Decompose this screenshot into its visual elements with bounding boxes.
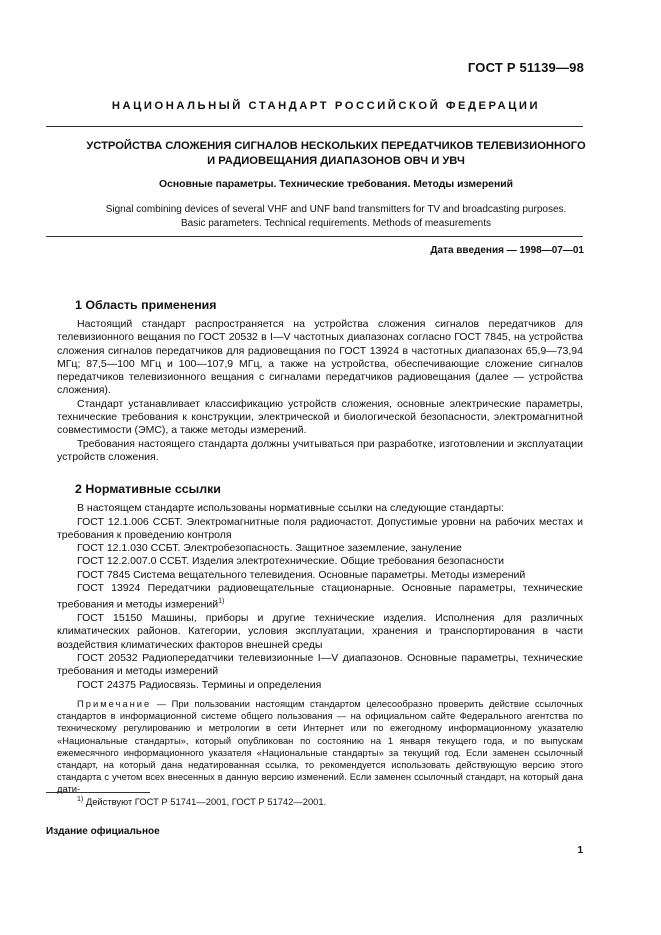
normative-reference: ГОСТ 12.1.030 ССБТ. Электробезопасность. Защитное заземление, зануление	[77, 542, 462, 555]
section-2-intro: В настоящем стандарте использованы нормативные ссылки на следующие стандарты:	[77, 502, 504, 515]
normative-reference: ГОСТ 12.1.006 ССБТ. Электромагнитные поля радиочастот. Допустимые уровни на рабочих местах и требования к проведению контроля	[57, 515, 583, 541]
document-subtitle-ru: Основные параметры. Технические требования. Методы измерений	[158, 179, 514, 190]
footnote-rule	[46, 792, 150, 793]
normative-reference: ГОСТ 12.2.007.0 ССБТ. Изделия электротехнические. Общие требования безопасности	[77, 555, 504, 568]
page-number: 1	[577, 845, 583, 856]
document-number: ГОСТ Р 51139—98	[467, 60, 584, 75]
title-ru-line-1: УСТРОЙСТВА СЛОЖЕНИЯ СИГНАЛОВ НЕСКОЛЬКИХ ПЕРЕДАТЧИКОВ ТЕЛЕВИЗИОННОГО	[86, 140, 586, 152]
section-1-paragraph: Стандарт устанавливает классификацию устройств сложения, основные электрические параметры, технические требования к конструкции, электрической и биологической безопасности, электромагнитной совместимости (ЭМС), а также методы измерений.	[57, 397, 583, 437]
section-1-heading: 1 Область применения	[75, 298, 217, 312]
edition-label: Издание официальное	[46, 826, 160, 837]
title-ru-line-2: И РАДИОВЕЩАНИЯ ДИАПАЗОНОВ ОВЧ И УВЧ	[207, 155, 465, 167]
main-content	[57, 298, 583, 796]
normative-reference: ГОСТ 13924 Передатчики радиовещательные стационарные. Основные параметры, технические требования и методы измерений$^{1)}$	[57, 582, 583, 611]
footnote: $^{1)}$ Действуют ГОСТ Р 51741—2001, ГОСТ Р 51742—2001.	[77, 796, 327, 808]
section-1-paragraph: Требования настоящего стандарта должны учитываться при разработке, изготовлении и эксплуатации устройств сложения.	[57, 437, 583, 463]
note-paragraph: Примечание — При пользовании настоящим стандартом целесообразно проверить действие ссылочных стандартов в информационной системе общего пользования — на официальном сайте Федерального агентства по техническому регулированию и метрологии в сети Интернет или по ежегодному информационному указателю «Национальные стандарты», который опубликован по состоянию на 1 января текущего года, и по выпускам ежемесячного информационного указателя «Национальные стандарты» за текущий год. Если заменен ссылочный стандарт, на который дана недатированная ссылка, то рекомендуется использовать действующую версию этого стандарта с учетом всех внесенных в данную версию изменений. Если заменен ссылочный стандарт, на который дана дати-	[57, 697, 583, 795]
introduction-date: Дата введения — 1998—07—01	[430, 245, 584, 256]
normative-reference: ГОСТ 24375 Радиосвязь. Термины и определения	[77, 678, 322, 691]
document-title-ru	[46, 139, 626, 169]
section-2-heading: 2 Нормативные ссылки	[75, 482, 221, 497]
title-en-line-2: Basic parameters. Technical requirements. Methods of measurements	[181, 217, 491, 229]
normative-reference: ГОСТ 20532 Радиопередатчики телевизионные I—V диапазонов. Основные параметры, технические требования и методы измерений	[57, 652, 583, 678]
section-1-paragraph: Настоящий стандарт распространяется на устройства сложения сигналов передатчиков для телевизионного вещания по ГОСТ 20532 в I—V частотных диапазонах согласно ГОСТ 7845, на устройства сложения сигналов передатчиков для радиовещания по ГОСТ 13924 в частотных диапазонах 65,9—73,94 МГц; 87,5—100 МГц и 100—107,9 МГц, а также на устройства, обеспечивающие сложение сигналов передатчиков телевизионного вещания с сигналами передатчиков радиовещания (далее — устройства сложения).	[57, 318, 583, 397]
standard-banner: НАЦИОНАЛЬНЫЙ СТАНДАРТ РОССИЙСКОЙ ФЕДЕРАЦИИ	[111, 100, 541, 112]
document-title-en	[46, 203, 626, 230]
normative-reference: ГОСТ 15150 Машины, приборы и другие технические изделия. Исполнения для различных климатических районов. Категории, условия эксплуатации, хранения и транспортирования в части воздействия климатических факторов внешней среды	[57, 612, 583, 651]
title-rule	[46, 236, 583, 237]
note-label: Примечание	[77, 697, 152, 709]
footnote-reference-mark: 1)	[218, 598, 225, 606]
header-rule	[46, 126, 583, 127]
normative-reference: ГОСТ 7845 Система вещательного телевидения. Основные параметры. Методы измерений	[77, 568, 526, 581]
title-en-line-1: Signal combining devices of several VHF and UNF band transmitters for TV and broadcasting purposes.	[105, 204, 567, 215]
